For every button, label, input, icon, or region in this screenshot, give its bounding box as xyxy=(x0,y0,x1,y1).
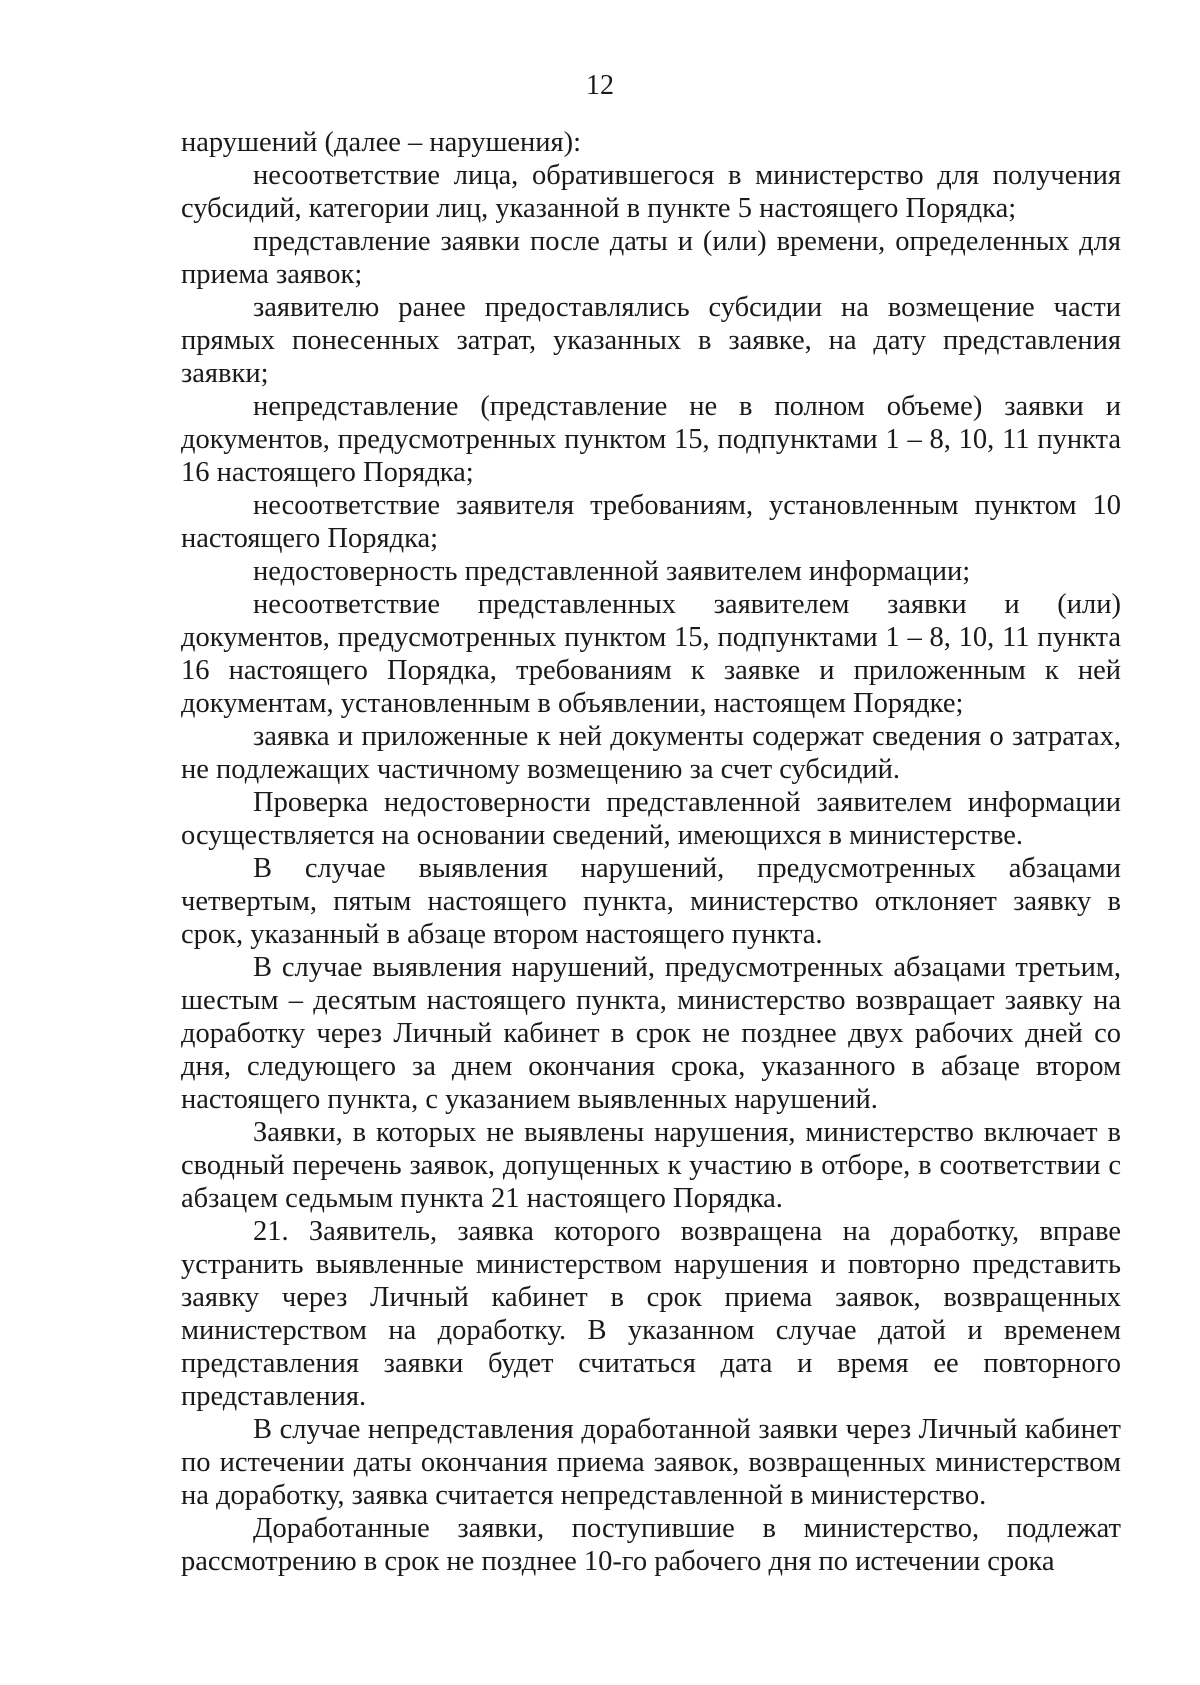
document-body xyxy=(181,126,1121,1578)
paragraph-violation-requirements: несоответствие заявителя требованиям, установленным пунктом 10 настоящего Порядка; xyxy=(181,490,1121,554)
paragraph-continuation: нарушений (далее – нарушения): xyxy=(181,127,582,158)
paragraph-return-for-revision: В случае выявления нарушений, предусмотренных абзацами третьим, шестым – десятым настоящего пункта, министерство возвращает заявку на доработку через Личный кабинет в срок не позднее двух рабочих дней со дня, следующего за днем окончания срока, указанного в абзаце втором настоящего пункта, с указанием выявленных нарушений. xyxy=(181,952,1121,1115)
paragraph-revised-review: Доработанные заявки, поступившие в министерство, подлежат рассмотрению в срок не позднее 10-го рабочего дня по истечении срока xyxy=(181,1513,1121,1577)
paragraph-verification: Проверка недостоверности представленной заявителем информации осуществляется на основании сведений, имеющихся в министерстве. xyxy=(181,787,1121,851)
paragraph-violation-nonconforming-documents: несоответствие представленных заявителем заявки и (или) документов, предусмотренных пунктом 15, подпунктами 1 – 8, 10, 11 пункта 16 настоящего Порядка, требованиям к заявке и приложенным к ней документам, установленным в объявлении, настоящем Порядке; xyxy=(181,589,1121,719)
paragraph-violation-prior-subsidy: заявителю ранее предоставлялись субсидии на возмещение части прямых понесенных затрат, указанных в заявке, на дату представления заявки; xyxy=(181,292,1121,389)
paragraph-violation-category: несоответствие лица, обратившегося в министерство для получения субсидий, категории лиц, указанной в пункте 5 настоящего Порядка; xyxy=(181,160,1121,224)
paragraph-violation-ineligible-costs: заявка и приложенные к ней документы содержат сведения о затратах, не подлежащих частичному возмещению за счет субсидий. xyxy=(181,721,1121,785)
paragraph-clause-21: 21. Заявитель, заявка которого возвращена на доработку, вправе устранить выявленные министерством нарушения и повторно представить заявку через Личный кабинет в срок приема заявок, возвращенных министерством на доработку. В указанном случае датой и временем представления заявки будет считаться дата и время ее повторного представления. xyxy=(181,1216,1121,1412)
paragraph-violation-false-info: недостоверность представленной заявителем информации; xyxy=(253,556,971,587)
paragraph-rejection: В случае выявления нарушений, предусмотренных абзацами четвертым, пятым настоящего пункта, министерство отклоняет заявку в срок, указанный в абзаце втором настоящего пункта. xyxy=(181,853,1121,950)
paragraph-violation-late-submission: представление заявки после даты и (или) времени, определенных для приема заявок; xyxy=(181,226,1121,290)
paragraph-not-resubmitted: В случае непредставления доработанной заявки через Личный кабинет по истечении даты окончания приема заявок, возвращенных министерством на доработку, заявка считается непредставленной в министерство. xyxy=(181,1414,1121,1511)
paragraph-admitted-list: Заявки, в которых не выявлены нарушения, министерство включает в сводный перечень заявок, допущенных к участию в отборе, в соответствии с абзацем седьмым пункта 21 настоящего Порядка. xyxy=(181,1117,1121,1214)
page-number: 12 xyxy=(586,70,614,101)
paragraph-violation-missing-documents: непредставление (представление не в полном объеме) заявки и документов, предусмотренных пунктом 15, подпунктами 1 – 8, 10, 11 пункта 16 настоящего Порядка; xyxy=(181,391,1121,488)
